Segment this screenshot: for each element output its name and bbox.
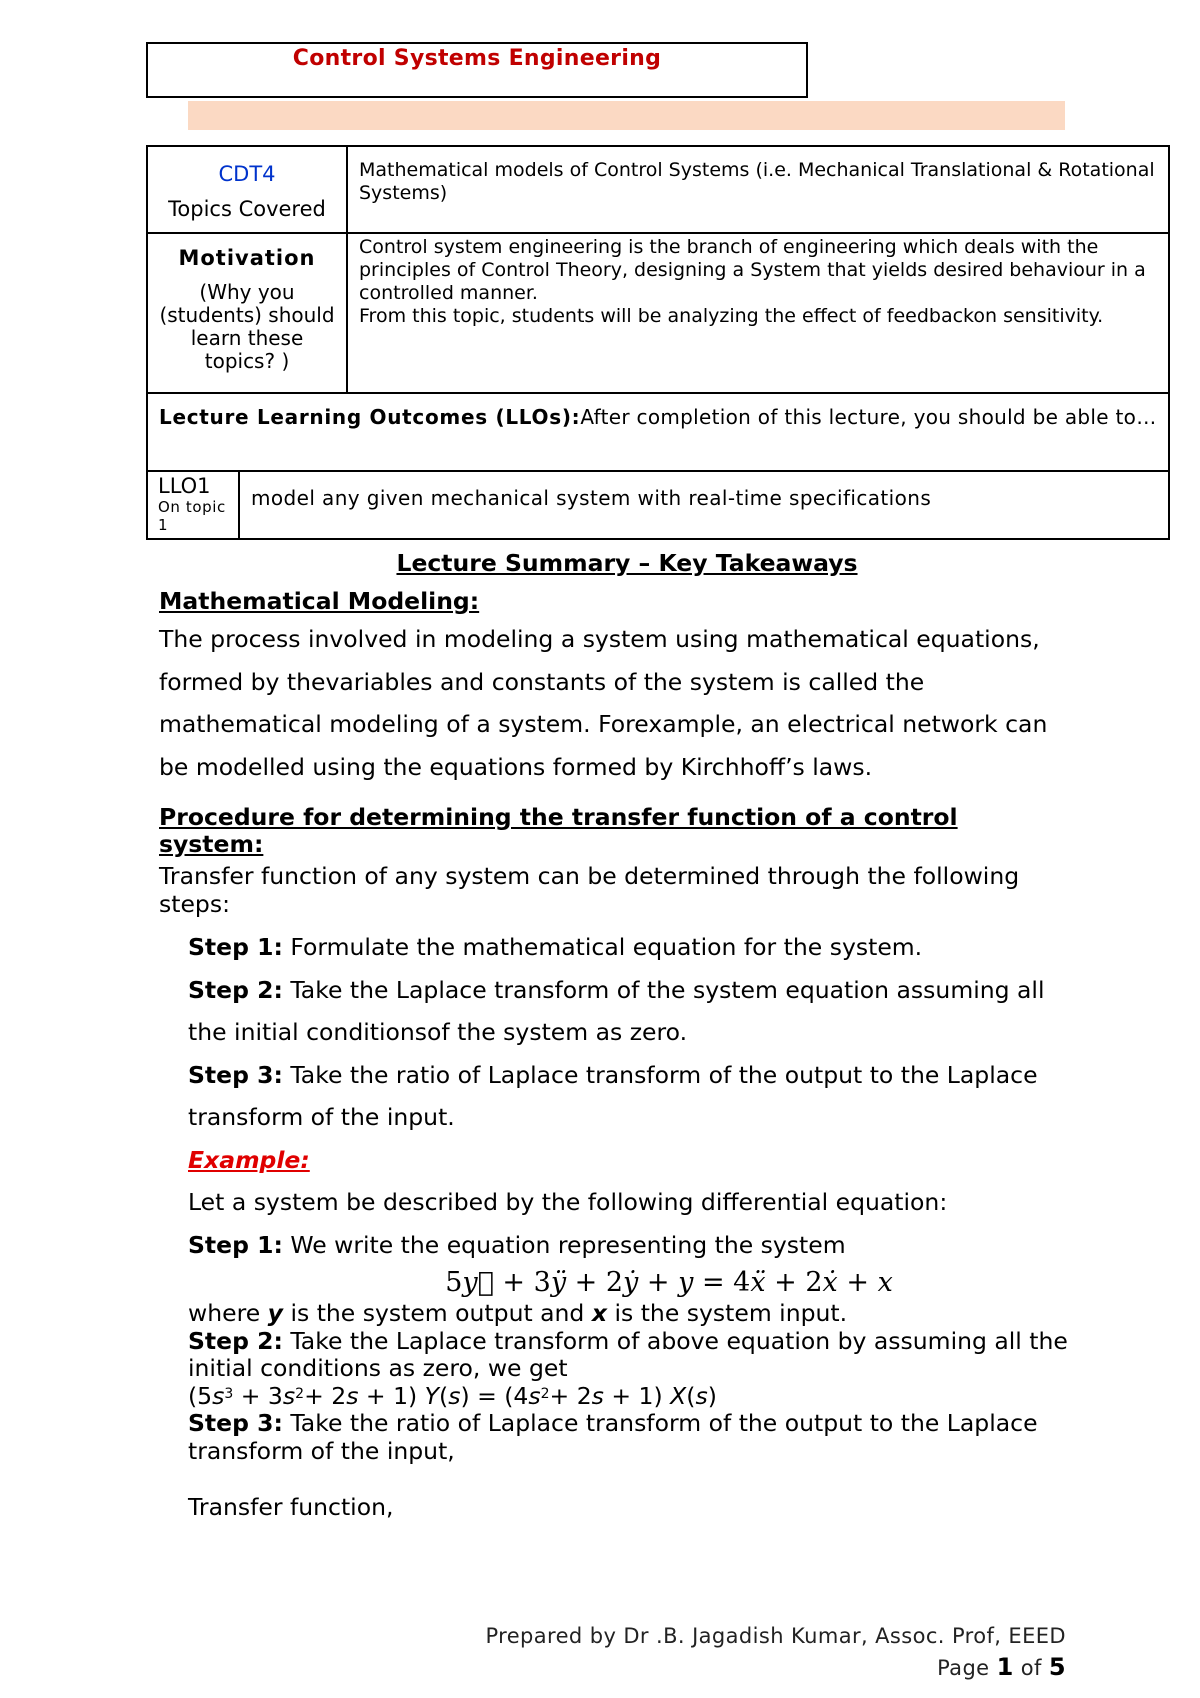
lecture-info-table [146,145,1170,472]
llo-table [146,470,1170,540]
topics-label: Topics Covered [168,197,326,221]
modeling-paragraph: The process involved in modeling a system using mathematical equations, formed by thevariables and constants of the system is called the mathematical modeling of a system. Forexample, an electrical network can be modelled using the equations formed by Kirchhoff’s laws. [159,625,1048,781]
transfer-function-label: Transfer function, [188,1493,394,1521]
step-2-label: Step 2: [188,975,283,1004]
example-step-1 [188,1224,1058,1267]
procedure-step-1 [188,926,1058,969]
example-label: Example: [188,1145,310,1174]
differential-equation: 5y⃛ + 3ÿ + 2ẏ + y = 4ẍ + 2ẋ + x [445,1267,893,1298]
topics-row [147,146,1169,233]
motivation-text-1: Control system engineering is the branch of engineering which deals with the principles of Control Theory, designing a System that yields desired behaviour in a controlled manner. [359,236,1146,304]
ex-step-1-label: Step 1: [188,1230,283,1259]
topics-label-cell [147,146,347,233]
document-title: Control Systems Engineering [292,46,662,71]
where-text-1: where [188,1299,268,1327]
example-intro: Let a system be described by the following differential equation: [188,1188,948,1216]
procedure-step-2 [188,969,1058,1054]
ex-step-3-text: Take the ratio of Laplace transform of the output to the Laplace transform of the input, [188,1409,1038,1465]
motivation-text-cell [347,233,1169,393]
laplace-equation: $(5s^3 + 3s^2+ 2s + 1) Y(s) = (4s^2+ 2s + 1)$ X(s) [188,1381,717,1410]
example-step-2 [188,1328,1068,1383]
modeling-heading: Mathematical Modeling: [159,587,480,615]
example-tail [188,1300,1068,1522]
ex-step-3-label: Step 3: [188,1409,283,1437]
llo-intro-row [147,393,1169,471]
step-2-text: Take the Laplace transform of the system equation assuming all the initial conditionsof the system as zero. [188,975,1045,1046]
llo-intro: After completion of this lecture, you should be able to… [580,405,1157,429]
motivation-row [147,233,1169,393]
footer-page-number [937,1653,1066,1681]
procedure-heading: Procedure for determining the transfer function of a control system: [159,803,958,858]
step-1-text: Formulate the mathematical equation for the system. [282,933,923,961]
ex-step-1-text: We write the equation representing the system [282,1230,846,1259]
where-y: y [267,1299,283,1327]
motivation-label: Motivation [178,246,316,270]
where-text-3: is the system input. [607,1299,848,1327]
where-x: x [591,1299,607,1327]
step-1-label: Step 1: [188,933,283,961]
page-label: Page [937,1656,997,1680]
header-box [146,42,808,98]
where-text-2: is the system output and [282,1299,592,1327]
llo-row [147,471,1169,539]
page-of: of [1013,1656,1049,1680]
motivation-text-2: From this topic, students will be analyzing the effect of feedbackon sensitivity. [359,305,1104,327]
example-heading [188,1139,1058,1182]
llo-description: model any given mechanical system with real-time specifications [239,471,1169,539]
step-3-label: Step 3: [188,1060,283,1089]
llo-id-cell [147,471,239,539]
ex-step-2-text: Take the Laplace transform of above equation by assuming all the initial conditions as zero, we get [188,1326,1068,1382]
procedure-intro: Transfer function of any system can be determined through the following steps: [159,862,1020,918]
motivation-subtitle: (Why you (students) should learn these topics? ) [159,280,335,373]
summary-title: Lecture Summary – Key Takeaways [396,549,858,577]
llo-topic: On topic 1 [158,498,226,534]
example-where [188,1300,1068,1328]
ex-step-2-label: Step 2: [188,1326,283,1355]
example-step-3 [188,1410,1068,1465]
footer-prepared-by: Prepared by Dr .B. Jagadish Kumar, Assoc. Prof, EEED [485,1624,1066,1648]
llo-intro-cell [147,393,1169,471]
llo-id: LLO1 [158,474,211,498]
procedure-steps [188,926,1058,1266]
motivation-label-cell [147,233,347,393]
topics-text: Mathematical models of Control Systems (i.e. Mechanical Translational & Rotational Systems) [347,146,1169,233]
page-current: 1 [996,1653,1014,1681]
page-total: 5 [1048,1653,1066,1681]
course-code: CDT4 [218,162,276,186]
lecture-summary [159,548,1099,1522]
header-accent-bar [188,101,1065,130]
llo-label: Lecture Learning Outcomes (LLOs): [159,405,581,429]
step-3-text: Take the ratio of Laplace transform of the output to the Laplace transform of the input. [188,1060,1038,1131]
procedure-step-3 [188,1054,1058,1139]
